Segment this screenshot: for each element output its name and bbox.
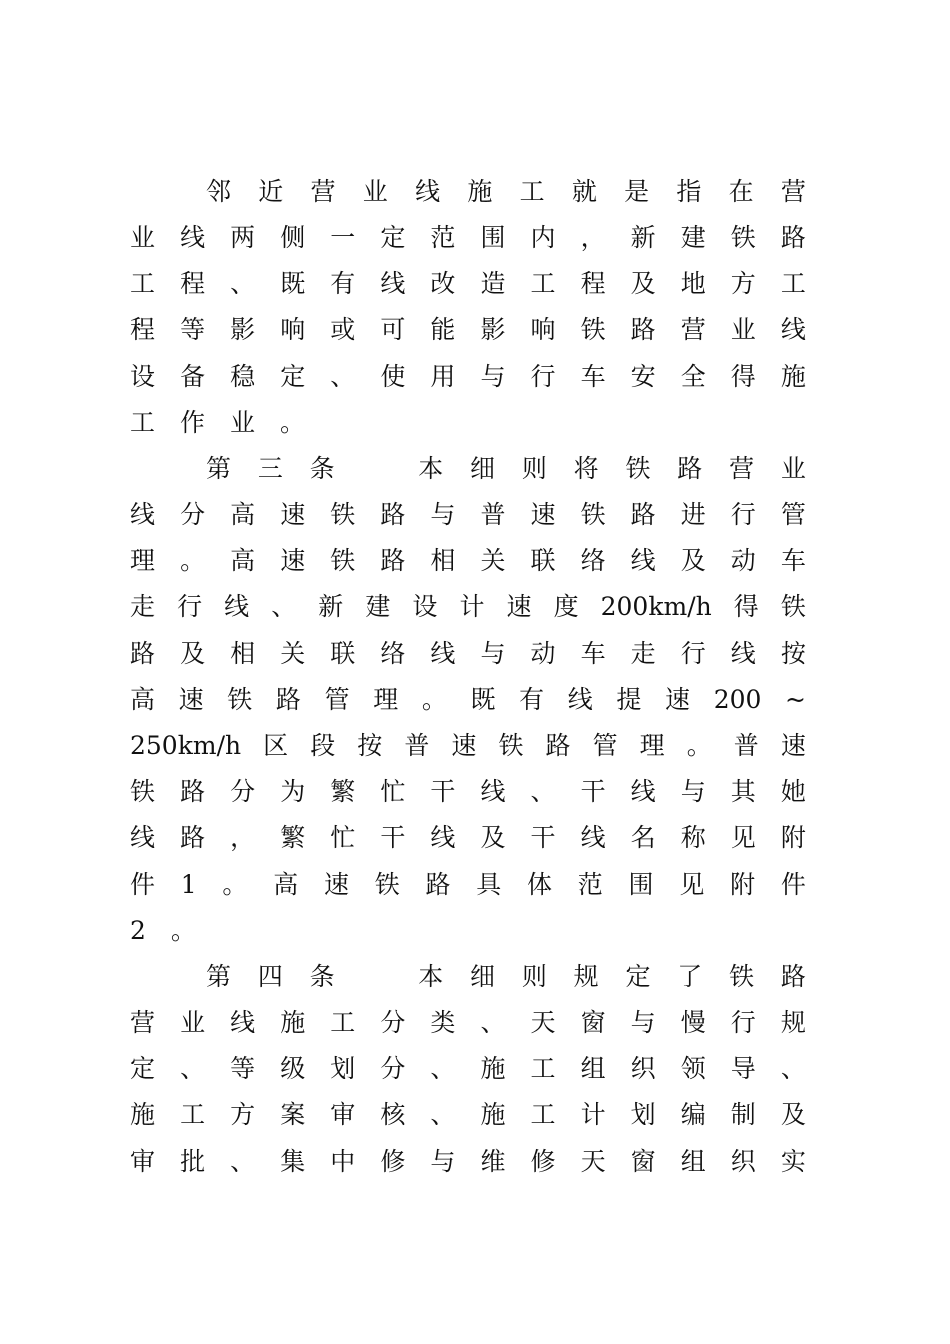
text-char: 或 bbox=[330, 315, 356, 344]
text-char: 响 bbox=[280, 315, 306, 344]
text-char: 理 bbox=[130, 546, 156, 575]
text-char: 审 bbox=[330, 1100, 356, 1129]
text-char: 线 bbox=[224, 592, 250, 621]
article-number-char: 三 bbox=[257, 454, 283, 483]
text-char: 规 bbox=[573, 962, 599, 991]
text-char: 干 bbox=[580, 777, 606, 806]
text-char: 车 bbox=[580, 639, 606, 668]
text-char: 业 bbox=[230, 408, 256, 437]
text-char: 管 bbox=[780, 500, 806, 529]
text-char: 等 bbox=[230, 1054, 256, 1083]
text-char: 细 bbox=[470, 962, 496, 991]
text-char: 建 bbox=[365, 592, 391, 621]
text-char: 。 bbox=[222, 870, 248, 899]
text-char: 类 bbox=[430, 1008, 456, 1037]
text-char: 组 bbox=[580, 1054, 606, 1083]
text-char: 。 bbox=[280, 408, 306, 437]
text-char: 分 bbox=[180, 500, 206, 529]
text-line bbox=[130, 1095, 806, 1135]
text-char: 2 bbox=[130, 916, 146, 945]
text-line bbox=[130, 495, 806, 535]
text-char: 范 bbox=[577, 870, 603, 899]
text-char: 、 bbox=[271, 592, 297, 621]
text-char: 营 bbox=[680, 315, 706, 344]
text-char: 全 bbox=[680, 362, 706, 391]
text-char: 修 bbox=[530, 1147, 556, 1176]
text-line bbox=[130, 680, 806, 720]
text-char: 就 bbox=[571, 177, 597, 206]
text-char: 、 bbox=[530, 777, 556, 806]
text-char: 分 bbox=[380, 1008, 406, 1037]
text-char: 既 bbox=[470, 685, 496, 714]
text-char: 路 bbox=[380, 546, 406, 575]
text-char: 窗 bbox=[630, 1147, 656, 1176]
text-char: 施 bbox=[280, 1008, 306, 1037]
text-char: 速 bbox=[780, 731, 806, 760]
text-char: 新 bbox=[318, 592, 344, 621]
text-char: 250km/h bbox=[130, 731, 242, 760]
text-char: 造 bbox=[480, 269, 506, 298]
text-char: 忙 bbox=[380, 777, 406, 806]
text-char: 范 bbox=[430, 223, 456, 252]
text-char: 速 bbox=[451, 731, 477, 760]
text-char: 业 bbox=[130, 223, 156, 252]
text-char: 200km/h bbox=[600, 592, 712, 621]
text-char: 程 bbox=[180, 269, 206, 298]
text-char: 影 bbox=[480, 315, 506, 344]
text-char: 方 bbox=[730, 269, 756, 298]
text-char: 干 bbox=[380, 823, 406, 852]
text-char: 、 bbox=[430, 1100, 456, 1129]
text-char: 铁 bbox=[130, 777, 156, 806]
text-char: 使 bbox=[380, 362, 406, 391]
text-char: 营 bbox=[780, 177, 806, 206]
text-char: 得 bbox=[733, 592, 759, 621]
text-char: 工 bbox=[130, 408, 156, 437]
text-char: 业 bbox=[730, 315, 756, 344]
text-char: 等 bbox=[180, 315, 206, 344]
text-char: 有 bbox=[519, 685, 545, 714]
text-char: 级 bbox=[280, 1054, 306, 1083]
text-char: 围 bbox=[480, 223, 506, 252]
text-char: 编 bbox=[680, 1100, 706, 1129]
text-char: 度 bbox=[553, 592, 579, 621]
text-char: 本 bbox=[418, 962, 444, 991]
text-char: 铁 bbox=[730, 223, 756, 252]
text-char: 营 bbox=[310, 177, 336, 206]
text-char: 天 bbox=[580, 1147, 606, 1176]
text-char: 进 bbox=[680, 500, 706, 529]
text-char: 工 bbox=[530, 269, 556, 298]
text-char: 干 bbox=[430, 777, 456, 806]
text-char: 管 bbox=[592, 731, 618, 760]
text-char: 线 bbox=[580, 823, 606, 852]
text-char: 线 bbox=[430, 823, 456, 852]
text-char: 本 bbox=[418, 454, 444, 483]
text-char: 件 bbox=[130, 870, 156, 899]
text-char: 路 bbox=[380, 500, 406, 529]
text-line bbox=[130, 264, 806, 304]
text-char: 导 bbox=[730, 1054, 756, 1083]
text-line bbox=[130, 1142, 806, 1182]
text-char: 则 bbox=[521, 962, 547, 991]
text-char: 速 bbox=[178, 685, 204, 714]
text-char: 走 bbox=[130, 592, 156, 621]
text-char: 繁 bbox=[330, 777, 356, 806]
text-char: 提 bbox=[616, 685, 642, 714]
text-char: 、 bbox=[230, 1147, 256, 1176]
text-char: 计 bbox=[459, 592, 485, 621]
text-char: 内 bbox=[530, 223, 556, 252]
text-char: 、 bbox=[480, 1008, 506, 1037]
text-line bbox=[130, 865, 806, 905]
article-number-char: 第 bbox=[206, 962, 232, 991]
text-char: 速 bbox=[280, 546, 306, 575]
text-char: 作 bbox=[180, 408, 206, 437]
text-char: 织 bbox=[730, 1147, 756, 1176]
text-char: 速 bbox=[280, 500, 306, 529]
text-char: 名 bbox=[630, 823, 656, 852]
text-char: 络 bbox=[380, 639, 406, 668]
text-char: 改 bbox=[430, 269, 456, 298]
text-char: 分 bbox=[380, 1054, 406, 1083]
text-char: 路 bbox=[275, 685, 301, 714]
text-char: 行 bbox=[177, 592, 203, 621]
text-char: 能 bbox=[430, 315, 456, 344]
text-char: 施 bbox=[480, 1100, 506, 1129]
text-char: 与 bbox=[480, 639, 506, 668]
text-char: 走 bbox=[630, 639, 656, 668]
text-line bbox=[206, 957, 806, 997]
text-line bbox=[130, 1049, 806, 1089]
text-char: 动 bbox=[530, 639, 556, 668]
text-char: 线 bbox=[230, 1008, 256, 1037]
text-char: 联 bbox=[330, 639, 356, 668]
text-char: 批 bbox=[180, 1147, 206, 1176]
text-char: 地 bbox=[680, 269, 706, 298]
text-char: 管 bbox=[324, 685, 350, 714]
article-number-char: 第 bbox=[206, 454, 232, 483]
text-char: 关 bbox=[480, 546, 506, 575]
text-char: 、 bbox=[180, 1054, 206, 1083]
text-char: 200 bbox=[713, 685, 762, 714]
text-char: 路 bbox=[677, 454, 703, 483]
text-char: 业 bbox=[362, 177, 388, 206]
text-char: 理 bbox=[373, 685, 399, 714]
text-char: 细 bbox=[470, 454, 496, 483]
text-char: 施 bbox=[467, 177, 493, 206]
text-char: 在 bbox=[728, 177, 754, 206]
text-char: 车 bbox=[580, 362, 606, 391]
text-char: 维 bbox=[480, 1147, 506, 1176]
text-char: 路 bbox=[425, 870, 451, 899]
text-char: 铁 bbox=[729, 962, 755, 991]
text-char: 铁 bbox=[580, 315, 606, 344]
text-char: 与 bbox=[430, 1147, 456, 1176]
text-char: 计 bbox=[580, 1100, 606, 1129]
text-char: 行 bbox=[530, 362, 556, 391]
text-char: 路 bbox=[180, 777, 206, 806]
text-line bbox=[130, 541, 806, 581]
text-char: 件 bbox=[780, 870, 806, 899]
text-char: 稳 bbox=[230, 362, 256, 391]
text-char: 线 bbox=[730, 639, 756, 668]
text-char: 路 bbox=[180, 823, 206, 852]
text-char: 与 bbox=[430, 500, 456, 529]
text-char: 线 bbox=[380, 269, 406, 298]
text-char: 路 bbox=[545, 731, 571, 760]
text-char: 铁 bbox=[227, 685, 253, 714]
text-char: 业 bbox=[780, 454, 806, 483]
text-char: 规 bbox=[780, 1008, 806, 1037]
text-char: 及 bbox=[780, 1100, 806, 1129]
text-char: 近 bbox=[258, 177, 284, 206]
text-char: 备 bbox=[180, 362, 206, 391]
text-char: 高 bbox=[230, 546, 256, 575]
text-char: 普 bbox=[733, 731, 759, 760]
text-char: 线 bbox=[415, 177, 441, 206]
text-line bbox=[130, 772, 806, 812]
text-char: 组 bbox=[680, 1147, 706, 1176]
text-char: 联 bbox=[530, 546, 556, 575]
text-char: 定 bbox=[380, 223, 406, 252]
text-char: 、 bbox=[780, 1054, 806, 1083]
text-char: 。 bbox=[686, 731, 712, 760]
text-char: 。 bbox=[170, 916, 196, 945]
text-char: 邻 bbox=[206, 177, 232, 206]
text-char: 建 bbox=[680, 223, 706, 252]
text-char: 段 bbox=[310, 731, 336, 760]
text-char: 施 bbox=[130, 1100, 156, 1129]
text-char: 工 bbox=[180, 1100, 206, 1129]
text-char: 定 bbox=[280, 362, 306, 391]
text-char: 与 bbox=[680, 777, 706, 806]
text-char: 路 bbox=[780, 223, 806, 252]
text-char: 设 bbox=[412, 592, 438, 621]
text-char: 铁 bbox=[580, 500, 606, 529]
text-char: 、 bbox=[230, 269, 256, 298]
text-char: 络 bbox=[580, 546, 606, 575]
text-char: 路 bbox=[630, 315, 656, 344]
text-char: 与 bbox=[630, 1008, 656, 1037]
text-char: 一 bbox=[330, 223, 356, 252]
text-char: 速 bbox=[665, 685, 691, 714]
text-char: 附 bbox=[730, 870, 756, 899]
text-char: 线 bbox=[780, 315, 806, 344]
text-char: 其 bbox=[730, 777, 756, 806]
text-char: 干 bbox=[530, 823, 556, 852]
text-char: 、 bbox=[430, 1054, 456, 1083]
text-char: 。 bbox=[180, 546, 206, 575]
text-char: 高 bbox=[273, 870, 299, 899]
text-char: 工 bbox=[130, 269, 156, 298]
text-char: 分 bbox=[230, 777, 256, 806]
text-line bbox=[130, 403, 806, 443]
text-char: 织 bbox=[630, 1054, 656, 1083]
text-char: 划 bbox=[330, 1054, 356, 1083]
text-char: 线 bbox=[480, 777, 506, 806]
text-char: 附 bbox=[780, 823, 806, 852]
text-char: 路 bbox=[630, 500, 656, 529]
text-char: 1 bbox=[180, 870, 197, 899]
text-char: 路 bbox=[780, 962, 806, 991]
text-char: 见 bbox=[679, 870, 705, 899]
text-char: 具 bbox=[476, 870, 502, 899]
text-char: 线 bbox=[180, 223, 206, 252]
text-char: 速 bbox=[323, 870, 349, 899]
text-line bbox=[130, 726, 806, 766]
text-char: 见 bbox=[730, 823, 756, 852]
text-char: 定 bbox=[130, 1054, 156, 1083]
text-char: 普 bbox=[404, 731, 430, 760]
text-line bbox=[130, 310, 806, 350]
text-char: 可 bbox=[380, 315, 406, 344]
text-char: 线 bbox=[130, 500, 156, 529]
text-char: 了 bbox=[677, 962, 703, 991]
text-char: 定 bbox=[625, 962, 651, 991]
text-line bbox=[130, 634, 806, 674]
text-char: 铁 bbox=[330, 500, 356, 529]
text-char: 核 bbox=[380, 1100, 406, 1129]
text-char: 影 bbox=[230, 315, 256, 344]
text-line bbox=[206, 172, 806, 212]
text-char: 关 bbox=[280, 639, 306, 668]
text-char: 制 bbox=[730, 1100, 756, 1129]
text-char: 营 bbox=[729, 454, 755, 483]
text-char: 、 bbox=[330, 362, 356, 391]
text-char: 繁 bbox=[280, 823, 306, 852]
text-char: 案 bbox=[280, 1100, 306, 1129]
text-char: 路 bbox=[130, 639, 156, 668]
text-char: 程 bbox=[130, 315, 156, 344]
text-char: ， bbox=[230, 823, 256, 852]
text-char: 她 bbox=[780, 777, 806, 806]
text-line bbox=[130, 218, 806, 258]
text-char: 铁 bbox=[498, 731, 524, 760]
text-char: 线 bbox=[630, 546, 656, 575]
text-char: 工 bbox=[519, 177, 545, 206]
text-char: 及 bbox=[180, 639, 206, 668]
text-char: 与 bbox=[480, 362, 506, 391]
text-char: 则 bbox=[521, 454, 547, 483]
article-number-char: 条 bbox=[309, 454, 335, 483]
text-line bbox=[130, 587, 806, 627]
text-char: 施 bbox=[480, 1054, 506, 1083]
text-char: 新 bbox=[630, 223, 656, 252]
text-char: 相 bbox=[230, 639, 256, 668]
text-char: 慢 bbox=[680, 1008, 706, 1037]
text-char: 集 bbox=[280, 1147, 306, 1176]
text-char: 工 bbox=[780, 269, 806, 298]
text-char: 。 bbox=[421, 685, 447, 714]
text-char: 为 bbox=[280, 777, 306, 806]
text-char: 区 bbox=[263, 731, 289, 760]
text-char: 及 bbox=[480, 823, 506, 852]
text-char: ~ bbox=[785, 685, 806, 714]
text-char: 审 bbox=[130, 1147, 156, 1176]
text-line bbox=[130, 911, 806, 951]
text-char: 按 bbox=[357, 731, 383, 760]
text-char: 安 bbox=[630, 362, 656, 391]
text-char: 用 bbox=[430, 362, 456, 391]
text-char: 设 bbox=[130, 362, 156, 391]
text-char: 相 bbox=[430, 546, 456, 575]
text-char: 及 bbox=[630, 269, 656, 298]
text-char: 有 bbox=[330, 269, 356, 298]
text-char: 中 bbox=[330, 1147, 356, 1176]
text-char: 按 bbox=[780, 639, 806, 668]
text-char: 划 bbox=[630, 1100, 656, 1129]
text-char: 铁 bbox=[625, 454, 651, 483]
text-char: 营 bbox=[130, 1008, 156, 1037]
text-line bbox=[130, 818, 806, 858]
text-char: 窗 bbox=[580, 1008, 606, 1037]
text-char: 工 bbox=[530, 1054, 556, 1083]
text-char: 及 bbox=[680, 546, 706, 575]
text-char: 侧 bbox=[280, 223, 306, 252]
text-line bbox=[206, 449, 806, 489]
text-char: 业 bbox=[180, 1008, 206, 1037]
text-char: 普 bbox=[480, 500, 506, 529]
text-char: 将 bbox=[573, 454, 599, 483]
text-char: 速 bbox=[506, 592, 532, 621]
text-char: 铁 bbox=[330, 546, 356, 575]
text-char: 动 bbox=[730, 546, 756, 575]
text-char: 天 bbox=[530, 1008, 556, 1037]
text-char: 施 bbox=[780, 362, 806, 391]
text-char: 铁 bbox=[780, 592, 806, 621]
text-char: 高 bbox=[230, 500, 256, 529]
text-char: 铁 bbox=[374, 870, 400, 899]
text-char: 修 bbox=[380, 1147, 406, 1176]
text-char: 线 bbox=[630, 777, 656, 806]
text-char: 线 bbox=[130, 823, 156, 852]
text-char: 方 bbox=[230, 1100, 256, 1129]
text-char: 领 bbox=[680, 1054, 706, 1083]
text-char: 车 bbox=[780, 546, 806, 575]
text-char: 速 bbox=[530, 500, 556, 529]
article-number-char: 条 bbox=[309, 962, 335, 991]
text-char: 忙 bbox=[330, 823, 356, 852]
text-char: 线 bbox=[430, 639, 456, 668]
text-char: 工 bbox=[330, 1008, 356, 1037]
text-char: 程 bbox=[580, 269, 606, 298]
article-number-char: 四 bbox=[257, 962, 283, 991]
text-char: 是 bbox=[624, 177, 650, 206]
text-char: 既 bbox=[280, 269, 306, 298]
text-char: 称 bbox=[680, 823, 706, 852]
text-char: ， bbox=[580, 223, 606, 252]
text-char: 体 bbox=[527, 870, 553, 899]
text-char: 高 bbox=[130, 685, 156, 714]
text-char: 线 bbox=[567, 685, 593, 714]
text-char: 行 bbox=[730, 500, 756, 529]
text-char: 围 bbox=[628, 870, 654, 899]
text-line bbox=[130, 1003, 806, 1043]
text-char: 两 bbox=[230, 223, 256, 252]
text-char: 行 bbox=[730, 1008, 756, 1037]
text-line bbox=[130, 357, 806, 397]
text-char: 实 bbox=[780, 1147, 806, 1176]
text-char: 响 bbox=[530, 315, 556, 344]
text-char: 工 bbox=[530, 1100, 556, 1129]
text-char: 得 bbox=[730, 362, 756, 391]
text-char: 理 bbox=[639, 731, 665, 760]
text-char: 行 bbox=[680, 639, 706, 668]
text-char: 指 bbox=[676, 177, 702, 206]
